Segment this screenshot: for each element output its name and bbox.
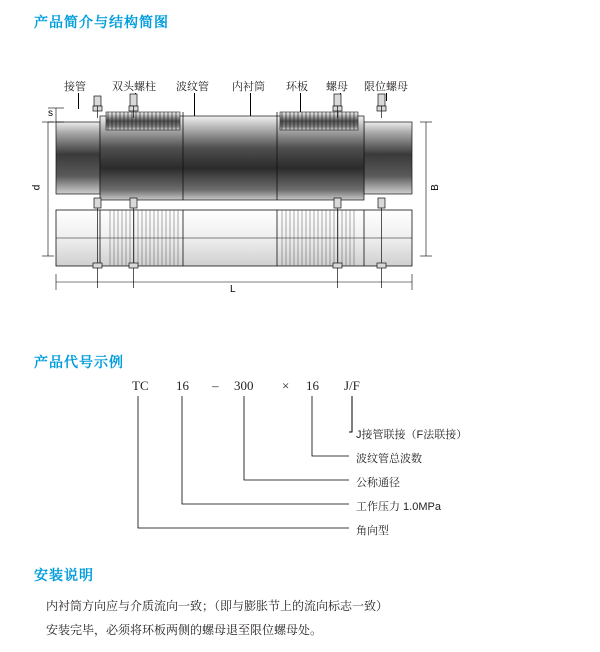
product-code-diagram [34,378,534,543]
section-title-intro: 产品简介与结构简图 [34,14,169,30]
section-title-install: 安装说明 [34,567,94,583]
callout-label-bellows: 波纹管 [176,81,209,93]
install-notes [46,597,566,645]
section-title-code: 产品代号示例 [34,354,124,370]
callout-label-limit-nut: 限位螺母 [364,81,408,93]
code-token-connection: J/F [344,378,360,393]
code-leader-lines [34,378,534,543]
code-token-pressure: 16 [176,378,189,393]
code-desc-diameter: 公称通径 [356,477,400,489]
dimension-label-s: s [48,108,53,119]
callout-label-nut: 螺母 [326,81,348,93]
expansion-joint-drawing [34,60,484,320]
callout-label-ring-plate: 环板 [286,81,308,93]
code-desc-pressure: 工作压力 1.0MPa [356,501,441,513]
code-desc-type: 角向型 [356,525,389,537]
structure-diagram [31,60,484,320]
callout-label-liner: 内衬筒 [232,81,265,93]
code-token-times: × [282,378,290,393]
code-token-series: TC [132,378,149,393]
code-token-diameter: 300 [234,378,254,393]
callout-label-pipe: 接管 [64,81,86,93]
dimension-label-B: B [429,184,441,191]
callout-label-double-end-stud: 双头螺柱 [112,81,156,93]
code-desc-connection: J接管联接（F法联接） [356,429,468,441]
install-note-2: 安装完毕，必须将环板两侧的螺母退至限位螺母处。 [46,623,323,637]
code-token-dash: – [212,378,219,393]
dimension-label-d: d [31,184,43,191]
code-desc-waves: 波纹管总波数 [356,453,422,465]
code-token-waves: 16 [306,378,319,393]
dimension-label-L: L [230,284,236,295]
install-note-1: 内衬筒方向应与介质流向一致；（即与膨胀节上的流向标志一致） [46,599,389,613]
